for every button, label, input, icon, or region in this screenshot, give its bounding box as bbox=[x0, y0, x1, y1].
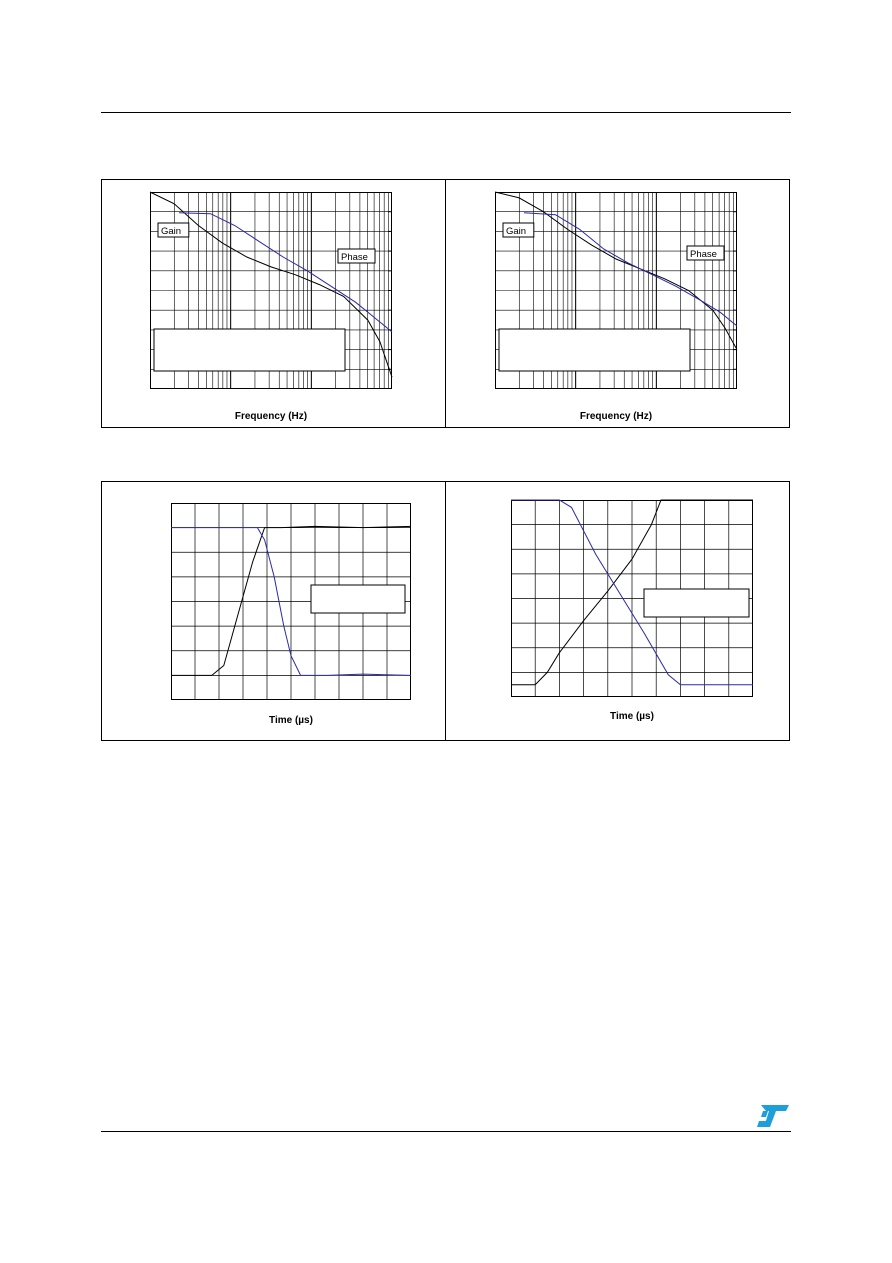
footer-rule bbox=[101, 1131, 791, 1132]
gain-label: Gain bbox=[506, 226, 527, 237]
frequency-plot-right bbox=[495, 192, 737, 389]
header-rule bbox=[101, 112, 791, 113]
st-logo-icon bbox=[755, 1103, 791, 1129]
x-axis-label-time-right: Time (µs) bbox=[610, 711, 654, 722]
x-axis-label-freq-right: Frequency (Hz) bbox=[579, 411, 653, 422]
parameter-box bbox=[644, 589, 749, 617]
parameter-box bbox=[499, 329, 690, 371]
parameter-box bbox=[311, 585, 405, 613]
frequency-plot-left bbox=[150, 192, 392, 389]
phase-label: Phase bbox=[690, 249, 717, 260]
time-plot-left bbox=[171, 503, 411, 700]
x-axis-label-freq-left: Frequency (Hz) bbox=[234, 411, 308, 422]
phase-label: Phase bbox=[341, 252, 368, 263]
frequency-figure-divider bbox=[445, 180, 446, 427]
time-figure-divider bbox=[445, 482, 446, 740]
x-axis-label-time-left: Time (µs) bbox=[269, 715, 313, 726]
gain-label: Gain bbox=[161, 226, 182, 237]
time-plot-right bbox=[511, 500, 753, 697]
parameter-box bbox=[154, 329, 345, 371]
